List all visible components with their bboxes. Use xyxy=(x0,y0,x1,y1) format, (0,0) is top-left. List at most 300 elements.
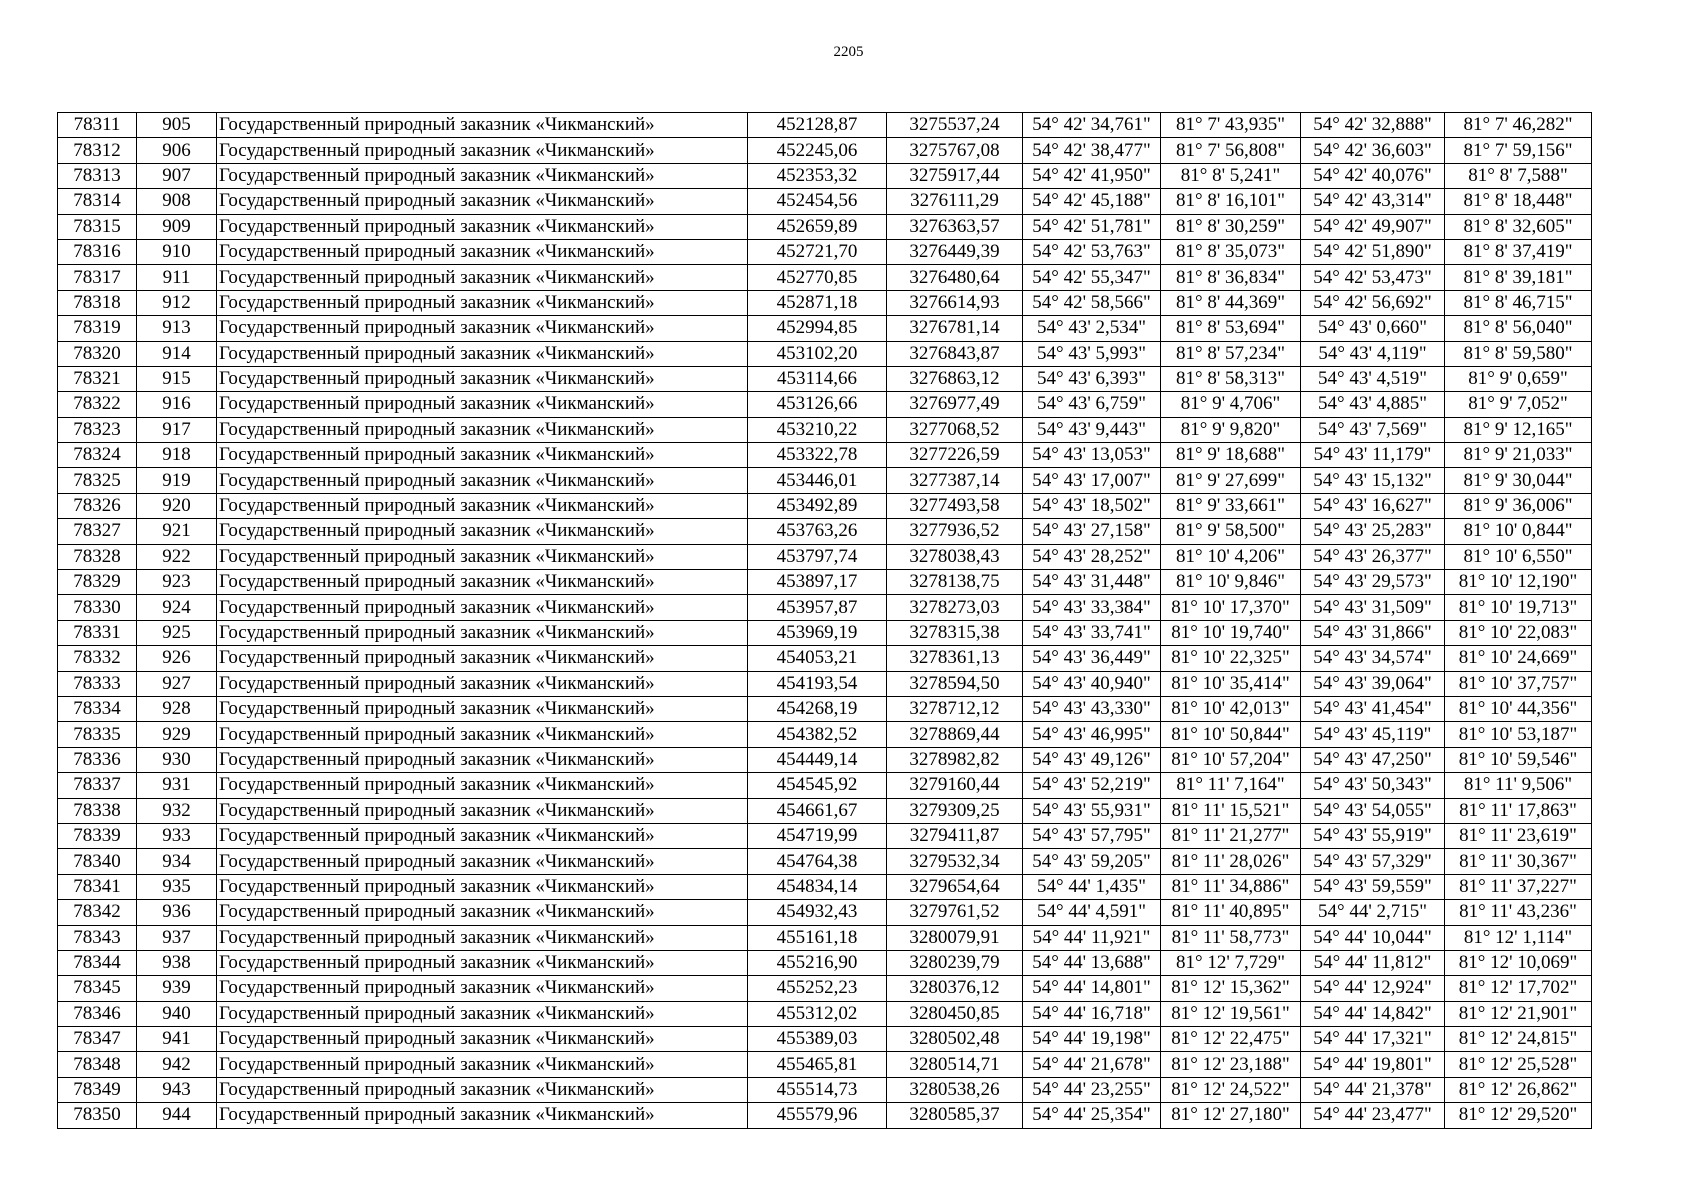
latitude-1-cell: 54° 43' 36,449" xyxy=(1023,646,1161,671)
longitude-2-cell: 81° 11' 17,863" xyxy=(1445,798,1592,823)
longitude-1-cell: 81° 11' 28,026" xyxy=(1161,849,1301,874)
coord-x-cell: 452871,18 xyxy=(748,290,887,315)
coord-x-cell: 454193,54 xyxy=(748,671,887,696)
point-number-cell: 914 xyxy=(137,341,217,366)
coord-y-cell: 3277068,52 xyxy=(887,417,1023,442)
table-row xyxy=(58,747,1592,772)
coord-x-cell: 453969,19 xyxy=(748,620,887,645)
table-row xyxy=(58,798,1592,823)
point-number-cell: 922 xyxy=(137,544,217,569)
longitude-2-cell: 81° 10' 12,190" xyxy=(1445,570,1592,595)
protected-area-name-cell: Государственный природный заказник «Чикманский» xyxy=(217,595,748,620)
record-number-cell: 78348 xyxy=(58,1052,137,1077)
longitude-2-cell: 81° 10' 59,546" xyxy=(1445,747,1592,772)
coord-y-cell: 3278712,12 xyxy=(887,696,1023,721)
table-row xyxy=(58,570,1592,595)
latitude-2-cell: 54° 42' 49,907" xyxy=(1301,214,1445,239)
protected-area-name-cell: Государственный природный заказник «Чикманский» xyxy=(217,823,748,848)
coord-x-cell: 454449,14 xyxy=(748,747,887,772)
coord-y-cell: 3280079,91 xyxy=(887,925,1023,950)
protected-area-name-cell: Государственный природный заказник «Чикманский» xyxy=(217,392,748,417)
coord-y-cell: 3276449,39 xyxy=(887,239,1023,264)
record-number-cell: 78324 xyxy=(58,443,137,468)
coord-x-cell: 455389,03 xyxy=(748,1027,887,1052)
coord-y-cell: 3275767,08 xyxy=(887,138,1023,163)
latitude-1-cell: 54° 43' 5,993" xyxy=(1023,341,1161,366)
coord-x-cell: 454268,19 xyxy=(748,696,887,721)
latitude-1-cell: 54° 43' 9,443" xyxy=(1023,417,1161,442)
longitude-1-cell: 81° 10' 22,325" xyxy=(1161,646,1301,671)
latitude-2-cell: 54° 43' 47,250" xyxy=(1301,747,1445,772)
coord-y-cell: 3278361,13 xyxy=(887,646,1023,671)
coord-x-cell: 452770,85 xyxy=(748,265,887,290)
latitude-1-cell: 54° 44' 25,354" xyxy=(1023,1103,1161,1128)
longitude-2-cell: 81° 12' 21,901" xyxy=(1445,1001,1592,1026)
longitude-2-cell: 81° 12' 29,520" xyxy=(1445,1103,1592,1128)
point-number-cell: 941 xyxy=(137,1027,217,1052)
table-row xyxy=(58,163,1592,188)
table-row xyxy=(58,392,1592,417)
record-number-cell: 78328 xyxy=(58,544,137,569)
point-number-cell: 939 xyxy=(137,976,217,1001)
latitude-2-cell: 54° 42' 56,692" xyxy=(1301,290,1445,315)
coord-y-cell: 3279411,87 xyxy=(887,823,1023,848)
protected-area-name-cell: Государственный природный заказник «Чикманский» xyxy=(217,493,748,518)
table-row xyxy=(58,443,1592,468)
latitude-2-cell: 54° 44' 17,321" xyxy=(1301,1027,1445,1052)
table-row xyxy=(58,620,1592,645)
latitude-2-cell: 54° 43' 34,574" xyxy=(1301,646,1445,671)
latitude-2-cell: 54° 43' 4,885" xyxy=(1301,392,1445,417)
record-number-cell: 78330 xyxy=(58,595,137,620)
coord-x-cell: 452353,32 xyxy=(748,163,887,188)
latitude-1-cell: 54° 43' 6,759" xyxy=(1023,392,1161,417)
coord-y-cell: 3277226,59 xyxy=(887,443,1023,468)
table-row xyxy=(58,849,1592,874)
longitude-2-cell: 81° 10' 44,356" xyxy=(1445,696,1592,721)
table-row xyxy=(58,671,1592,696)
longitude-1-cell: 81° 12' 23,188" xyxy=(1161,1052,1301,1077)
latitude-1-cell: 54° 43' 57,795" xyxy=(1023,823,1161,848)
coord-x-cell: 454661,67 xyxy=(748,798,887,823)
longitude-2-cell: 81° 9' 7,052" xyxy=(1445,392,1592,417)
record-number-cell: 78320 xyxy=(58,341,137,366)
longitude-1-cell: 81° 8' 5,241" xyxy=(1161,163,1301,188)
latitude-2-cell: 54° 43' 55,919" xyxy=(1301,823,1445,848)
point-number-cell: 920 xyxy=(137,493,217,518)
longitude-1-cell: 81° 8' 44,369" xyxy=(1161,290,1301,315)
longitude-2-cell: 81° 8' 39,181" xyxy=(1445,265,1592,290)
longitude-1-cell: 81° 9' 58,500" xyxy=(1161,519,1301,544)
longitude-2-cell: 81° 7' 46,282" xyxy=(1445,113,1592,138)
table-row xyxy=(58,1077,1592,1102)
longitude-2-cell: 81° 12' 17,702" xyxy=(1445,976,1592,1001)
coord-x-cell: 453492,89 xyxy=(748,493,887,518)
point-number-cell: 918 xyxy=(137,443,217,468)
coord-x-cell: 453797,74 xyxy=(748,544,887,569)
coord-y-cell: 3278138,75 xyxy=(887,570,1023,595)
point-number-cell: 917 xyxy=(137,417,217,442)
coord-x-cell: 453210,22 xyxy=(748,417,887,442)
longitude-1-cell: 81° 12' 24,522" xyxy=(1161,1077,1301,1102)
latitude-1-cell: 54° 44' 21,678" xyxy=(1023,1052,1161,1077)
table-row xyxy=(58,417,1592,442)
longitude-1-cell: 81° 10' 17,370" xyxy=(1161,595,1301,620)
longitude-2-cell: 81° 11' 30,367" xyxy=(1445,849,1592,874)
longitude-2-cell: 81° 9' 30,044" xyxy=(1445,468,1592,493)
record-number-cell: 78338 xyxy=(58,798,137,823)
latitude-1-cell: 54° 43' 31,448" xyxy=(1023,570,1161,595)
longitude-2-cell: 81° 8' 46,715" xyxy=(1445,290,1592,315)
protected-area-name-cell: Государственный природный заказник «Чикманский» xyxy=(217,443,748,468)
latitude-1-cell: 54° 44' 23,255" xyxy=(1023,1077,1161,1102)
latitude-2-cell: 54° 43' 31,866" xyxy=(1301,620,1445,645)
latitude-2-cell: 54° 43' 41,454" xyxy=(1301,696,1445,721)
table-row xyxy=(58,595,1592,620)
coord-x-cell: 453102,20 xyxy=(748,341,887,366)
longitude-1-cell: 81° 8' 58,313" xyxy=(1161,366,1301,391)
point-number-cell: 936 xyxy=(137,900,217,925)
protected-area-name-cell: Государственный природный заказник «Чикманский» xyxy=(217,722,748,747)
coord-y-cell: 3276111,29 xyxy=(887,189,1023,214)
longitude-1-cell: 81° 9' 9,820" xyxy=(1161,417,1301,442)
coord-x-cell: 453114,66 xyxy=(748,366,887,391)
coord-y-cell: 3275537,24 xyxy=(887,113,1023,138)
table-row xyxy=(58,316,1592,341)
latitude-2-cell: 54° 43' 7,569" xyxy=(1301,417,1445,442)
record-number-cell: 78318 xyxy=(58,290,137,315)
latitude-1-cell: 54° 44' 16,718" xyxy=(1023,1001,1161,1026)
longitude-1-cell: 81° 9' 27,699" xyxy=(1161,468,1301,493)
protected-area-name-cell: Государственный природный заказник «Чикманский» xyxy=(217,138,748,163)
point-number-cell: 908 xyxy=(137,189,217,214)
latitude-1-cell: 54° 43' 18,502" xyxy=(1023,493,1161,518)
protected-area-name-cell: Государственный природный заказник «Чикманский» xyxy=(217,570,748,595)
coord-y-cell: 3279654,64 xyxy=(887,874,1023,899)
latitude-2-cell: 54° 43' 59,559" xyxy=(1301,874,1445,899)
table-row xyxy=(58,468,1592,493)
coord-y-cell: 3276843,87 xyxy=(887,341,1023,366)
latitude-2-cell: 54° 42' 51,890" xyxy=(1301,239,1445,264)
coord-y-cell: 3279761,52 xyxy=(887,900,1023,925)
protected-area-name-cell: Государственный природный заказник «Чикманский» xyxy=(217,341,748,366)
coord-y-cell: 3276977,49 xyxy=(887,392,1023,417)
point-number-cell: 943 xyxy=(137,1077,217,1102)
longitude-2-cell: 81° 11' 9,506" xyxy=(1445,773,1592,798)
protected-area-name-cell: Государственный природный заказник «Чикманский» xyxy=(217,366,748,391)
record-number-cell: 78335 xyxy=(58,722,137,747)
coord-y-cell: 3278594,50 xyxy=(887,671,1023,696)
longitude-1-cell: 81° 12' 19,561" xyxy=(1161,1001,1301,1026)
latitude-2-cell: 54° 43' 25,283" xyxy=(1301,519,1445,544)
latitude-2-cell: 54° 44' 11,812" xyxy=(1301,950,1445,975)
point-number-cell: 916 xyxy=(137,392,217,417)
longitude-2-cell: 81° 10' 6,550" xyxy=(1445,544,1592,569)
table-row xyxy=(58,1052,1592,1077)
longitude-1-cell: 81° 11' 15,521" xyxy=(1161,798,1301,823)
longitude-1-cell: 81° 8' 30,259" xyxy=(1161,214,1301,239)
table-row xyxy=(58,722,1592,747)
record-number-cell: 78319 xyxy=(58,316,137,341)
longitude-1-cell: 81° 8' 35,073" xyxy=(1161,239,1301,264)
latitude-1-cell: 54° 42' 55,347" xyxy=(1023,265,1161,290)
coord-x-cell: 452454,56 xyxy=(748,189,887,214)
record-number-cell: 78341 xyxy=(58,874,137,899)
record-number-cell: 78339 xyxy=(58,823,137,848)
protected-area-name-cell: Государственный природный заказник «Чикманский» xyxy=(217,1027,748,1052)
point-number-cell: 928 xyxy=(137,696,217,721)
coord-x-cell: 455465,81 xyxy=(748,1052,887,1077)
record-number-cell: 78340 xyxy=(58,849,137,874)
record-number-cell: 78311 xyxy=(58,113,137,138)
longitude-2-cell: 81° 7' 59,156" xyxy=(1445,138,1592,163)
point-number-cell: 925 xyxy=(137,620,217,645)
longitude-2-cell: 81° 12' 10,069" xyxy=(1445,950,1592,975)
latitude-2-cell: 54° 43' 15,132" xyxy=(1301,468,1445,493)
longitude-1-cell: 81° 9' 4,706" xyxy=(1161,392,1301,417)
longitude-1-cell: 81° 10' 35,414" xyxy=(1161,671,1301,696)
record-number-cell: 78331 xyxy=(58,620,137,645)
protected-area-name-cell: Государственный природный заказник «Чикманский» xyxy=(217,671,748,696)
point-number-cell: 907 xyxy=(137,163,217,188)
point-number-cell: 911 xyxy=(137,265,217,290)
longitude-1-cell: 81° 10' 57,204" xyxy=(1161,747,1301,772)
latitude-1-cell: 54° 44' 19,198" xyxy=(1023,1027,1161,1052)
coord-x-cell: 455579,96 xyxy=(748,1103,887,1128)
latitude-2-cell: 54° 44' 10,044" xyxy=(1301,925,1445,950)
protected-area-name-cell: Государственный природный заказник «Чикманский» xyxy=(217,468,748,493)
record-number-cell: 78345 xyxy=(58,976,137,1001)
protected-area-name-cell: Государственный природный заказник «Чикманский» xyxy=(217,950,748,975)
record-number-cell: 78329 xyxy=(58,570,137,595)
longitude-1-cell: 81° 8' 36,834" xyxy=(1161,265,1301,290)
longitude-1-cell: 81° 8' 53,694" xyxy=(1161,316,1301,341)
longitude-2-cell: 81° 10' 37,757" xyxy=(1445,671,1592,696)
longitude-2-cell: 81° 9' 12,165" xyxy=(1445,417,1592,442)
latitude-1-cell: 54° 43' 28,252" xyxy=(1023,544,1161,569)
point-number-cell: 942 xyxy=(137,1052,217,1077)
record-number-cell: 78312 xyxy=(58,138,137,163)
latitude-2-cell: 54° 43' 26,377" xyxy=(1301,544,1445,569)
latitude-2-cell: 54° 42' 40,076" xyxy=(1301,163,1445,188)
longitude-1-cell: 81° 10' 42,013" xyxy=(1161,696,1301,721)
coord-y-cell: 3278982,82 xyxy=(887,747,1023,772)
protected-area-name-cell: Государственный природный заказник «Чикманский» xyxy=(217,519,748,544)
coord-y-cell: 3280376,12 xyxy=(887,976,1023,1001)
latitude-1-cell: 54° 42' 51,781" xyxy=(1023,214,1161,239)
longitude-2-cell: 81° 11' 37,227" xyxy=(1445,874,1592,899)
latitude-2-cell: 54° 43' 4,519" xyxy=(1301,366,1445,391)
protected-area-name-cell: Государственный природный заказник «Чикманский» xyxy=(217,1052,748,1077)
coord-x-cell: 452245,06 xyxy=(748,138,887,163)
latitude-2-cell: 54° 43' 57,329" xyxy=(1301,849,1445,874)
table-row xyxy=(58,290,1592,315)
latitude-2-cell: 54° 43' 16,627" xyxy=(1301,493,1445,518)
record-number-cell: 78349 xyxy=(58,1077,137,1102)
latitude-1-cell: 54° 43' 46,995" xyxy=(1023,722,1161,747)
latitude-2-cell: 54° 44' 12,924" xyxy=(1301,976,1445,1001)
latitude-1-cell: 54° 43' 17,007" xyxy=(1023,468,1161,493)
table-row xyxy=(58,646,1592,671)
coord-y-cell: 3277936,52 xyxy=(887,519,1023,544)
record-number-cell: 78313 xyxy=(58,163,137,188)
protected-area-name-cell: Государственный природный заказник «Чикманский» xyxy=(217,214,748,239)
protected-area-name-cell: Государственный природный заказник «Чикманский» xyxy=(217,113,748,138)
longitude-1-cell: 81° 11' 34,886" xyxy=(1161,874,1301,899)
table-row xyxy=(58,189,1592,214)
coord-y-cell: 3280514,71 xyxy=(887,1052,1023,1077)
latitude-1-cell: 54° 42' 41,950" xyxy=(1023,163,1161,188)
table-row xyxy=(58,925,1592,950)
coord-y-cell: 3276863,12 xyxy=(887,366,1023,391)
longitude-1-cell: 81° 9' 33,661" xyxy=(1161,493,1301,518)
latitude-2-cell: 54° 43' 4,119" xyxy=(1301,341,1445,366)
protected-area-name-cell: Государственный природный заказник «Чикманский» xyxy=(217,620,748,645)
longitude-1-cell: 81° 8' 16,101" xyxy=(1161,189,1301,214)
table-row xyxy=(58,265,1592,290)
longitude-1-cell: 81° 8' 57,234" xyxy=(1161,341,1301,366)
coord-x-cell: 453446,01 xyxy=(748,468,887,493)
latitude-2-cell: 54° 44' 19,801" xyxy=(1301,1052,1445,1077)
latitude-2-cell: 54° 42' 36,603" xyxy=(1301,138,1445,163)
point-number-cell: 912 xyxy=(137,290,217,315)
latitude-2-cell: 54° 43' 50,343" xyxy=(1301,773,1445,798)
coord-x-cell: 453763,26 xyxy=(748,519,887,544)
record-number-cell: 78327 xyxy=(58,519,137,544)
coord-y-cell: 3279160,44 xyxy=(887,773,1023,798)
latitude-1-cell: 54° 43' 55,931" xyxy=(1023,798,1161,823)
latitude-1-cell: 54° 44' 14,801" xyxy=(1023,976,1161,1001)
latitude-1-cell: 54° 42' 38,477" xyxy=(1023,138,1161,163)
point-number-cell: 937 xyxy=(137,925,217,950)
protected-area-name-cell: Государственный природный заказник «Чикманский» xyxy=(217,976,748,1001)
protected-area-name-cell: Государственный природный заказник «Чикманский» xyxy=(217,290,748,315)
table-row xyxy=(58,950,1592,975)
point-number-cell: 919 xyxy=(137,468,217,493)
point-number-cell: 933 xyxy=(137,823,217,848)
longitude-2-cell: 81° 8' 59,580" xyxy=(1445,341,1592,366)
latitude-1-cell: 54° 43' 2,534" xyxy=(1023,316,1161,341)
table-row xyxy=(58,493,1592,518)
table-row xyxy=(58,1103,1592,1128)
coord-y-cell: 3278038,43 xyxy=(887,544,1023,569)
record-number-cell: 78317 xyxy=(58,265,137,290)
point-number-cell: 934 xyxy=(137,849,217,874)
point-number-cell: 924 xyxy=(137,595,217,620)
record-number-cell: 78316 xyxy=(58,239,137,264)
coord-x-cell: 454764,38 xyxy=(748,849,887,874)
coord-y-cell: 3280585,37 xyxy=(887,1103,1023,1128)
table-row xyxy=(58,696,1592,721)
longitude-1-cell: 81° 12' 27,180" xyxy=(1161,1103,1301,1128)
protected-area-name-cell: Государственный природный заказник «Чикманский» xyxy=(217,773,748,798)
record-number-cell: 78342 xyxy=(58,900,137,925)
point-number-cell: 923 xyxy=(137,570,217,595)
coord-x-cell: 454932,43 xyxy=(748,900,887,925)
latitude-1-cell: 54° 43' 59,205" xyxy=(1023,849,1161,874)
point-number-cell: 915 xyxy=(137,366,217,391)
coord-x-cell: 455252,23 xyxy=(748,976,887,1001)
longitude-2-cell: 81° 12' 26,862" xyxy=(1445,1077,1592,1102)
longitude-2-cell: 81° 10' 0,844" xyxy=(1445,519,1592,544)
longitude-1-cell: 81° 10' 9,846" xyxy=(1161,570,1301,595)
record-number-cell: 78344 xyxy=(58,950,137,975)
coord-x-cell: 454545,92 xyxy=(748,773,887,798)
coord-x-cell: 452721,70 xyxy=(748,239,887,264)
latitude-2-cell: 54° 42' 32,888" xyxy=(1301,113,1445,138)
longitude-2-cell: 81° 9' 21,033" xyxy=(1445,443,1592,468)
protected-area-name-cell: Государственный природный заказник «Чикманский» xyxy=(217,900,748,925)
longitude-2-cell: 81° 11' 23,619" xyxy=(1445,823,1592,848)
point-number-cell: 930 xyxy=(137,747,217,772)
latitude-2-cell: 54° 43' 31,509" xyxy=(1301,595,1445,620)
latitude-2-cell: 54° 43' 0,660" xyxy=(1301,316,1445,341)
coord-y-cell: 3276363,57 xyxy=(887,214,1023,239)
point-number-cell: 913 xyxy=(137,316,217,341)
table-row xyxy=(58,214,1592,239)
protected-area-name-cell: Государственный природный заказник «Чикманский» xyxy=(217,1077,748,1102)
record-number-cell: 78334 xyxy=(58,696,137,721)
protected-area-name-cell: Государственный природный заказник «Чикманский» xyxy=(217,1001,748,1026)
latitude-1-cell: 54° 43' 49,126" xyxy=(1023,747,1161,772)
longitude-2-cell: 81° 9' 36,006" xyxy=(1445,493,1592,518)
longitude-1-cell: 81° 10' 50,844" xyxy=(1161,722,1301,747)
coord-x-cell: 454382,52 xyxy=(748,722,887,747)
coord-y-cell: 3279532,34 xyxy=(887,849,1023,874)
coord-y-cell: 3279309,25 xyxy=(887,798,1023,823)
longitude-1-cell: 81° 11' 21,277" xyxy=(1161,823,1301,848)
longitude-2-cell: 81° 10' 19,713" xyxy=(1445,595,1592,620)
table-row xyxy=(58,1027,1592,1052)
record-number-cell: 78323 xyxy=(58,417,137,442)
protected-area-name-cell: Государственный природный заказник «Чикманский» xyxy=(217,1103,748,1128)
record-number-cell: 78347 xyxy=(58,1027,137,1052)
protected-area-name-cell: Государственный природный заказник «Чикманский» xyxy=(217,925,748,950)
latitude-2-cell: 54° 43' 54,055" xyxy=(1301,798,1445,823)
coord-y-cell: 3276480,64 xyxy=(887,265,1023,290)
longitude-2-cell: 81° 12' 24,815" xyxy=(1445,1027,1592,1052)
longitude-2-cell: 81° 8' 7,588" xyxy=(1445,163,1592,188)
coord-y-cell: 3280239,79 xyxy=(887,950,1023,975)
point-number-cell: 906 xyxy=(137,138,217,163)
longitude-2-cell: 81° 8' 18,448" xyxy=(1445,189,1592,214)
coord-y-cell: 3278869,44 xyxy=(887,722,1023,747)
longitude-2-cell: 81° 12' 1,114" xyxy=(1445,925,1592,950)
protected-area-name-cell: Государственный природный заказник «Чикманский» xyxy=(217,544,748,569)
table-row xyxy=(58,900,1592,925)
record-number-cell: 78325 xyxy=(58,468,137,493)
point-number-cell: 926 xyxy=(137,646,217,671)
record-number-cell: 78332 xyxy=(58,646,137,671)
coord-y-cell: 3277387,14 xyxy=(887,468,1023,493)
record-number-cell: 78346 xyxy=(58,1001,137,1026)
latitude-1-cell: 54° 43' 33,741" xyxy=(1023,620,1161,645)
latitude-1-cell: 54° 42' 53,763" xyxy=(1023,239,1161,264)
record-number-cell: 78321 xyxy=(58,366,137,391)
coord-x-cell: 453897,17 xyxy=(748,570,887,595)
point-number-cell: 931 xyxy=(137,773,217,798)
table-row xyxy=(58,113,1592,138)
point-number-cell: 909 xyxy=(137,214,217,239)
coord-x-cell: 453126,66 xyxy=(748,392,887,417)
longitude-2-cell: 81° 11' 43,236" xyxy=(1445,900,1592,925)
record-number-cell: 78343 xyxy=(58,925,137,950)
coord-x-cell: 455161,18 xyxy=(748,925,887,950)
coord-x-cell: 454053,21 xyxy=(748,646,887,671)
latitude-2-cell: 54° 44' 21,378" xyxy=(1301,1077,1445,1102)
table-row xyxy=(58,519,1592,544)
latitude-1-cell: 54° 44' 1,435" xyxy=(1023,874,1161,899)
